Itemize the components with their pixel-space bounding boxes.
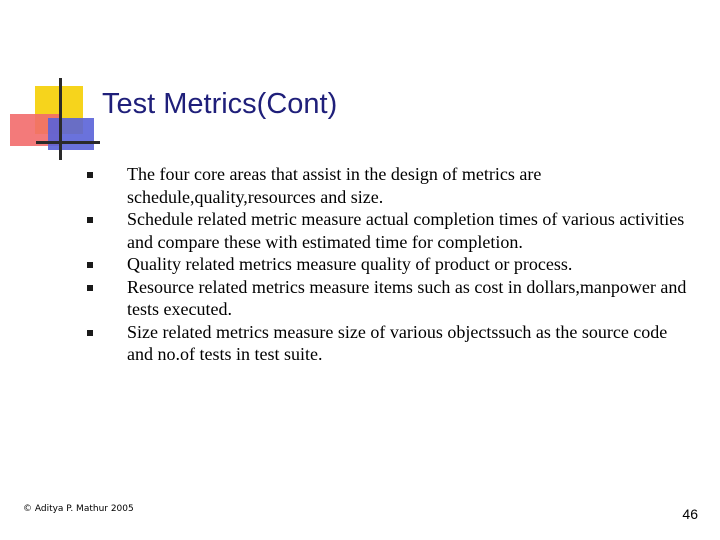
square-bullet-icon bbox=[87, 262, 93, 268]
bullet-item bbox=[84, 276, 694, 321]
bullet-text: Schedule related metric measure actual completion times of various activities and compare these with estimated time for completion. bbox=[127, 209, 685, 252]
bullet-item bbox=[84, 321, 694, 366]
logo-vertical-line bbox=[59, 78, 62, 160]
bullet-item bbox=[84, 163, 694, 208]
bullet-text: Quality related metrics measure quality of product or process. bbox=[127, 254, 573, 274]
bullet-text: The four core areas that assist in the design of metrics are schedule,quality,resources and size. bbox=[127, 164, 542, 207]
bullet-list bbox=[84, 163, 694, 366]
square-bullet-icon bbox=[87, 330, 93, 336]
copyright-footer: © Aditya P. Mathur 2005 bbox=[23, 504, 134, 514]
square-bullet-icon bbox=[87, 285, 93, 291]
logo-blue-block bbox=[48, 118, 94, 150]
square-bullet-icon bbox=[87, 217, 93, 223]
page-number: 46 bbox=[682, 506, 698, 522]
bullet-item bbox=[84, 253, 694, 276]
square-bullet-icon bbox=[87, 172, 93, 178]
bullet-text: Resource related metrics measure items such as cost in dollars,manpower and tests executed. bbox=[127, 276, 687, 319]
logo-horizontal-line bbox=[36, 141, 100, 144]
bullet-text: Size related metrics measure size of various objectssuch as the source code and no.of tests in test suite. bbox=[127, 321, 668, 364]
bullet-item bbox=[84, 208, 694, 253]
slide-title: Test Metrics(Cont) bbox=[102, 88, 338, 120]
